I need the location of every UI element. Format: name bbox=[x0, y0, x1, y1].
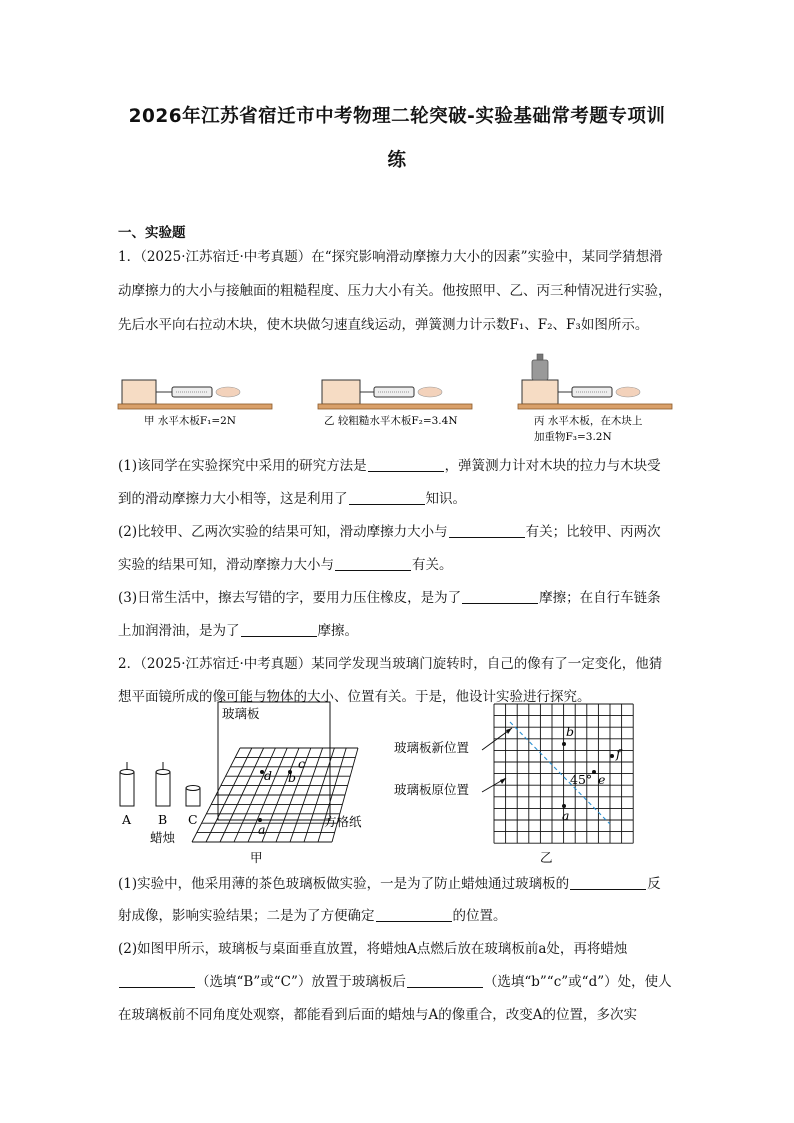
q2-part-1-line-2 bbox=[118, 906, 678, 926]
q2-stem-line-2: 想平面镜所成的像可能与物体的大小、位置有关。于是，他设计实验进行探究。 bbox=[118, 689, 591, 705]
answer-blank[interactable] bbox=[119, 973, 195, 988]
q1-part-1-line-1 bbox=[118, 456, 678, 476]
q1-p3-text-b: 摩擦；在自行车链条 bbox=[539, 590, 661, 606]
point-e bbox=[592, 770, 596, 774]
q2-part-2-line-3: 在玻璃板前不同角度处观察，都能看到后面的蜡烛与A的像重合，改变A的位置，多次实 bbox=[118, 1007, 637, 1023]
setup-bing bbox=[518, 354, 672, 409]
setup-jia bbox=[118, 380, 272, 409]
answer-blank[interactable] bbox=[368, 457, 444, 472]
caption-yi: 乙 较粗糙水平木板F₂=3.4N bbox=[324, 415, 458, 427]
q1-p1-text-d: 知识。 bbox=[425, 491, 466, 507]
caption-bing-1: 丙 水平木板，在木块上 bbox=[534, 415, 643, 427]
q1-stem-line-2: 动摩擦力的大小与接触面的粗糙程度、压力大小有关。他按照甲、乙、丙三种情况进行实验， bbox=[118, 283, 672, 299]
q2-p2-text-c: （选填“b”“c”或“d”）处，使人 bbox=[483, 974, 672, 990]
angle-label: 45° bbox=[570, 772, 593, 787]
q2-p1-text-b: 反 bbox=[647, 876, 661, 892]
setup-yi bbox=[318, 380, 472, 409]
point-b-label: b bbox=[566, 724, 575, 739]
q1-p1-text-b: ，弹簧测力计对木块的拉力与木块受 bbox=[444, 458, 661, 474]
point-e-label: e bbox=[598, 772, 606, 787]
point-a-label: a bbox=[258, 822, 266, 837]
friction-experiment-figure bbox=[110, 350, 690, 446]
q2-p1-text-a: (1)实验中，他采用薄的茶色玻璃板做实验，一是为了防止蜡烛通过玻璃板的 bbox=[118, 876, 570, 892]
answer-blank[interactable] bbox=[462, 589, 538, 604]
q1-p1-text-a: (1)该同学在实验探究中采用的研究方法是 bbox=[118, 458, 367, 474]
point-a-label: a bbox=[562, 808, 570, 823]
figure-yi bbox=[394, 704, 633, 865]
old-position-label: 玻璃板原位置 bbox=[394, 782, 470, 797]
answer-blank[interactable] bbox=[449, 523, 525, 538]
candle-b-label: B bbox=[158, 812, 168, 827]
hand bbox=[616, 387, 640, 397]
q1-p1-text-c: 到的滑动摩擦力大小相等，这是利用了 bbox=[118, 491, 348, 507]
wood-block bbox=[322, 380, 360, 404]
grid-paper-label: 方格纸 bbox=[324, 814, 362, 829]
answer-blank[interactable] bbox=[335, 556, 411, 571]
candle-a-label: A bbox=[122, 812, 132, 827]
q2-part-2-line-2 bbox=[118, 972, 678, 992]
wooden-board bbox=[118, 404, 272, 409]
hand bbox=[418, 387, 442, 397]
q1-part-1-line-2 bbox=[118, 489, 678, 509]
q2-p1-text-c: 射成像，影响实验结果；二是为了方便确定 bbox=[118, 908, 375, 924]
wood-block bbox=[122, 380, 156, 404]
hand bbox=[216, 387, 240, 397]
caption-yi: 乙 bbox=[540, 850, 553, 865]
doc-title-line-1: 2026年江苏省宿迁市中考物理二轮突破-实验基础常考题专项训 bbox=[128, 106, 666, 127]
point-f-label: f bbox=[616, 746, 621, 761]
candle-b bbox=[156, 762, 170, 806]
candle-c bbox=[186, 786, 200, 807]
q1-p2-text-d: 有关。 bbox=[412, 557, 453, 573]
glass-plate-label: 玻璃板 bbox=[222, 706, 260, 721]
candle-a bbox=[120, 762, 134, 806]
answer-blank[interactable] bbox=[407, 973, 483, 988]
caption-bing-2: 加重物F₃=3.2N bbox=[534, 431, 612, 443]
q1-stem-line-3: 先后水平向右拉动木块，使木块做匀速直线运动，弹簧测力计示数F₁、F₂、F₃如图所示。 bbox=[118, 317, 649, 333]
answer-blank[interactable] bbox=[241, 622, 317, 637]
point-f bbox=[610, 754, 614, 758]
q1-p2-text-a: (2)比较甲、乙两次实验的结果可知，滑动摩擦力大小与 bbox=[118, 524, 448, 540]
q2-p1-text-d: 的位置。 bbox=[452, 908, 507, 924]
point-b bbox=[562, 742, 566, 746]
section-heading: 一、实验题 bbox=[118, 225, 186, 241]
q1-p3-text-d: 摩擦。 bbox=[317, 623, 358, 639]
q1-stem-line-1: 1．（2025·江苏宿迁·中考真题）在“探究影响滑动摩擦力大小的因素”实验中，某同学猜想滑 bbox=[118, 249, 663, 265]
new-position-label: 玻璃板新位置 bbox=[394, 740, 470, 755]
rough-board bbox=[318, 404, 472, 409]
q1-part-2-line-2 bbox=[118, 555, 678, 575]
point-d-label: d bbox=[264, 768, 273, 783]
caption-jia: 甲 bbox=[250, 850, 263, 865]
plane-mirror-figure bbox=[110, 700, 650, 870]
answer-blank[interactable] bbox=[570, 875, 646, 890]
candle-c-label: C bbox=[188, 812, 198, 827]
answer-blank[interactable] bbox=[376, 907, 452, 922]
q2-part-2-line-1: (2)如图甲所示，玻璃板与桌面垂直放置，将蜡烛A点燃后放在玻璃板前a处，再将蜡烛 bbox=[118, 941, 628, 957]
figure-jia bbox=[120, 702, 362, 865]
q2-p2-text-b: （选填“B”或“C”）放置于玻璃板后 bbox=[196, 974, 406, 990]
wood-block bbox=[522, 380, 558, 404]
answer-blank[interactable] bbox=[349, 490, 425, 505]
point-b-label: b bbox=[288, 770, 297, 785]
q1-part-2-line-1 bbox=[118, 522, 678, 542]
q1-p3-text-c: 上加润滑油，是为了 bbox=[118, 623, 240, 639]
q1-p3-text-a: (3)日常生活中，擦去写错的字，要用力压住橡皮，是为了 bbox=[118, 590, 462, 606]
doc-title-line-2: 练 bbox=[387, 150, 407, 171]
q1-p2-text-b: 有关；比较甲、丙两次 bbox=[525, 524, 661, 540]
point-c-label: c bbox=[298, 756, 306, 771]
wooden-board bbox=[518, 404, 672, 409]
q1-p2-text-c: 实验的结果可知，滑动摩擦力大小与 bbox=[118, 557, 334, 573]
caption-jia: 甲 水平木板F₁=2N bbox=[144, 415, 236, 427]
candles-label: 蜡烛 bbox=[150, 830, 176, 845]
weight bbox=[532, 360, 548, 380]
q1-part-3-line-2 bbox=[118, 621, 678, 641]
q2-part-1-line-1 bbox=[118, 874, 678, 894]
q1-part-3-line-1 bbox=[118, 588, 678, 608]
q2-stem-line-1: 2．（2025·江苏宿迁·中考真题）某同学发现当玻璃门旋转时，自己的像有了一定变化，他猜 bbox=[118, 656, 663, 672]
